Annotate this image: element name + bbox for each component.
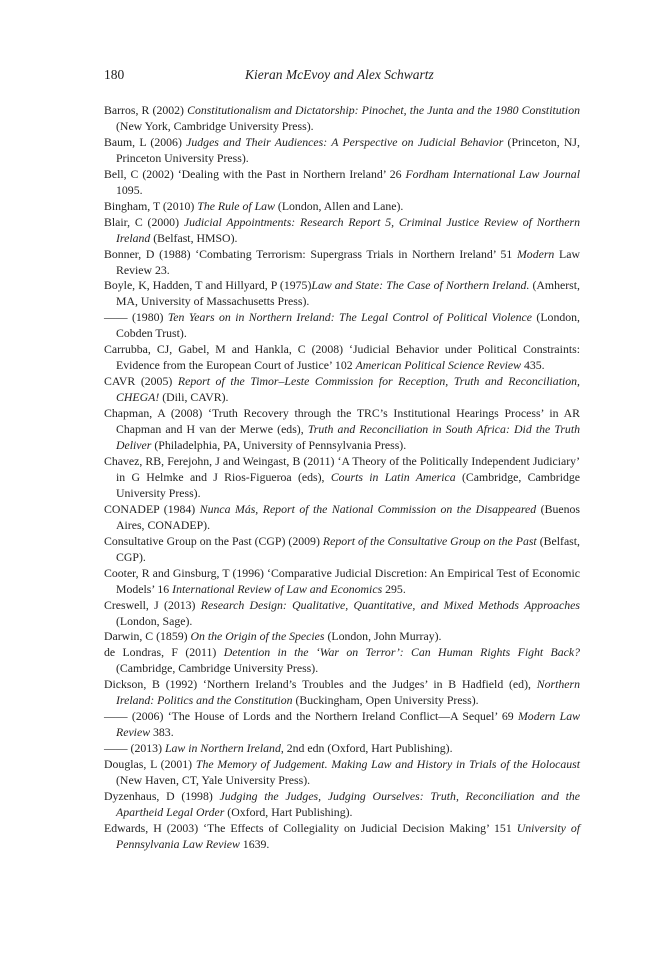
reference-text: Dyzenhaus, D (1998): [104, 788, 220, 803]
reference-title: Northern Ireland: Politics and the Constitution: [116, 677, 580, 708]
reference-title: Law in Northern Ireland: [164, 741, 281, 756]
reference-text: —— (2006) ‘The House of Lords and the Northern Ireland Conflict—A Sequel’ 69: [104, 709, 518, 724]
reference-title: Nunca Más, Report of the National Commission on the Disappeared: [199, 501, 537, 516]
reference-entry: [104, 741, 580, 757]
reference-title: Detention in the ‘War on Terror’: Can Human Rights Fight Back?: [223, 645, 580, 660]
reference-entry: [104, 310, 580, 342]
reference-text: Law Review 23.: [116, 246, 580, 277]
reference-title: Law and State: The Case of Northern Ireland.: [311, 278, 530, 293]
reference-text: Cooter, R and Ginsburg, T (1996) ‘Comparative Judicial Discretion: An Empirical Test of Economic Models’ 16: [104, 565, 580, 596]
reference-text: (Buckingham, Open University Press).: [292, 693, 479, 708]
reference-entry: [104, 215, 580, 247]
reference-entry: [104, 199, 580, 215]
reference-text: CAVR (2005): [104, 374, 178, 389]
reference-entry: [104, 167, 580, 199]
reference-text: Edwards, H (2003) ‘The Effects of Collegiality on Judicial Decision Making’ 151: [104, 820, 517, 835]
reference-title: Courts in Latin America: [330, 469, 456, 484]
reference-text: (Cambridge, Cambridge University Press).: [116, 661, 319, 676]
reference-text: (Oxford, Hart Publishing).: [224, 804, 353, 819]
reference-text: Boyle, K, Hadden, T and Hillyard, P (1975): [104, 278, 312, 293]
reference-title: Judges and Their Audiences: A Perspective on Judicial Behavior: [186, 134, 504, 149]
reference-entry: [104, 374, 580, 406]
reference-text: (Cambridge, Cambridge University Press).: [116, 469, 581, 500]
reference-entry: [104, 103, 580, 135]
reference-title: On the Origin of the Species: [190, 629, 325, 644]
reference-text: Douglas, L (2001): [104, 757, 196, 772]
reference-title: Modern Law Review: [116, 709, 580, 740]
reference-text: 1095.: [116, 182, 143, 197]
reference-text: Barros, R (2002): [104, 103, 188, 117]
reference-entry: [104, 342, 580, 374]
reference-text: 435.: [521, 358, 545, 373]
reference-title: American Political Science Review: [355, 358, 521, 373]
reference-text: Dickson, B (1992) ‘Northern Ireland’s Troubles and the Judges’ in B Hadfield (ed),: [104, 677, 537, 692]
reference-text: (Amherst, MA, University of Massachusetts Press).: [116, 278, 580, 309]
reference-entry: [104, 629, 580, 645]
reference-entry: [104, 502, 580, 534]
reference-title: University of Pennsylvania Law Review: [116, 820, 581, 851]
reference-entry: [104, 566, 580, 598]
reference-text: Chapman, A (2008) ‘Truth Recovery through the TRC’s Institutional Hearings Process’ in AR Chapman and H van der Merwe (eds),: [104, 406, 580, 437]
reference-text: , 2nd edn (Oxford, Hart Publishing).: [280, 741, 453, 756]
reference-text: —— (2013): [104, 741, 165, 756]
reference-title: Judicial Appointments: Research Report 5, Criminal Justice Review of Northern Ireland: [116, 214, 580, 245]
reference-text: Carrubba, CJ, Gabel, M and Hankla, C (2008) ‘Judicial Behavior under Political Constraints: Evidence from the European Court of Justice’ 102: [104, 342, 580, 373]
reference-text: (Belfast, CGP).: [116, 533, 581, 564]
page-number: 180: [104, 67, 125, 82]
reference-title: Report of the Consultative Group on the Past: [322, 533, 537, 548]
reference-entry: [104, 677, 580, 709]
reference-entry: [104, 821, 580, 853]
reference-title: Research Design: Qualitative, Quantitative, and Mixed Methods Approaches: [200, 597, 580, 612]
reference-text: Darwin, C (1859): [104, 629, 191, 644]
reference-text: (Philadelphia, PA, University of Pennsylvania Press).: [151, 438, 407, 453]
reference-entry: [104, 709, 580, 741]
reference-text: Bell, C (2002) ‘Dealing with the Past in Northern Ireland’ 26: [104, 166, 406, 181]
reference-text: 383.: [150, 725, 174, 740]
reference-entry: [104, 278, 580, 310]
reference-text: (Dili, CAVR).: [159, 390, 229, 405]
reference-text: Creswell, J (2013): [104, 597, 201, 612]
reference-text: (London, Sage).: [116, 613, 193, 628]
reference-text: —— (1980): [104, 310, 168, 325]
reference-text: (London, John Murray).: [324, 629, 442, 644]
reference-text: Bingham, T (2010): [104, 198, 198, 213]
reference-text: Consultative Group on the Past (CGP) (2009): [104, 533, 323, 548]
reference-text: (Buenos Aires, CONADEP).: [116, 501, 580, 532]
reference-title: Modern: [516, 246, 555, 261]
reference-entry: [104, 598, 580, 630]
reference-title: Truth and Reconciliation in South Africa: Did the Truth Deliver: [116, 422, 580, 453]
reference-entry: [104, 645, 580, 677]
reference-title: Judging the Judges, Judging Ourselves: Truth, Reconciliation and the Apartheid Legal Order: [116, 788, 580, 819]
reference-entry: [104, 247, 580, 279]
reference-text: 295.: [382, 581, 406, 596]
reference-entry: [104, 454, 580, 502]
reference-text: Baum, L (2006): [104, 134, 187, 149]
reference-text: 1639.: [239, 836, 270, 851]
reference-title: Fordham International Law Journal: [405, 166, 580, 181]
reference-text: (Princeton, NJ, Princeton University Press).: [116, 134, 580, 165]
reference-title: Report of the Timor–Leste Commission for Reception, Truth and Reconciliation, CHEGA!: [116, 374, 581, 405]
reference-text: CONADEP (1984): [104, 501, 200, 516]
reference-title: Constitutionalism and Dictatorship: Pinochet, the Junta and the 1980 Constitution: [187, 103, 581, 117]
reference-entry: [104, 534, 580, 566]
reference-text: de Londras, F (2011): [104, 645, 224, 660]
running-head: Kieran McEvoy and Alex Schwartz: [245, 67, 434, 82]
reference-text: Bonner, D (1988) ‘Combating Terrorism: Supergrass Trials in Northern Ireland’ 51: [104, 246, 517, 261]
reference-list: [104, 103, 580, 853]
reference-entry: [104, 406, 580, 454]
reference-title: Ten Years on in Northern Ireland: The Legal Control of Political Violence: [167, 310, 533, 325]
reference-title: International Review of Law and Economics: [172, 581, 383, 596]
reference-entry: [104, 789, 580, 821]
reference-entry: [104, 135, 580, 167]
reference-entry: [104, 757, 580, 789]
reference-text: Blair, C (2000): [104, 214, 184, 229]
reference-text: (New York, Cambridge University Press).: [116, 118, 314, 133]
reference-title: The Rule of Law: [197, 198, 275, 213]
reference-text: (London, Allen and Lane).: [274, 198, 404, 213]
reference-text: (London, Cobden Trust).: [116, 310, 580, 341]
reference-text: (Belfast, HMSO).: [150, 230, 238, 245]
reference-text: Chavez, RB, Ferejohn, J and Weingast, B (2011) ‘A Theory of the Politically Independent Judiciary’ in G Helmke and J Rios-Figueroa (eds),: [104, 453, 580, 484]
page-header: [104, 67, 580, 85]
reference-text: (New Haven, CT, Yale University Press).: [116, 773, 311, 788]
reference-title: The Memory of Judgement. Making Law and History in Trials of the Holocaust: [195, 757, 581, 772]
